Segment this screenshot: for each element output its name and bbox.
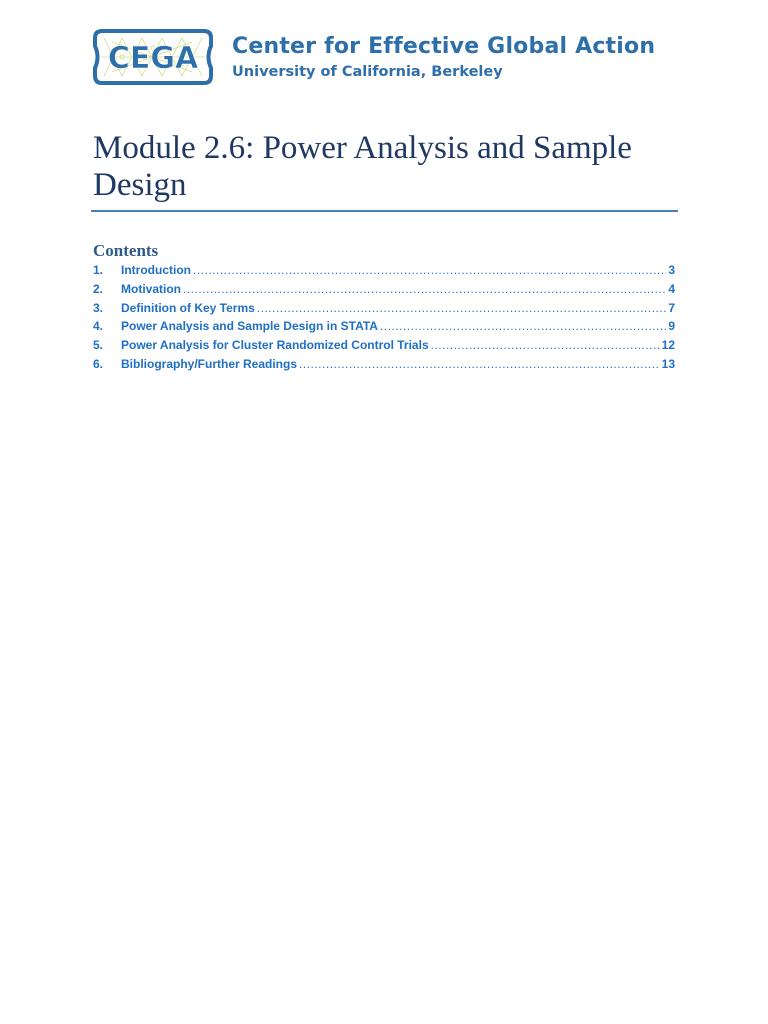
toc-item-motivation[interactable] <box>93 282 675 301</box>
toc-label: Motivation <box>121 281 181 296</box>
cega-logo <box>92 28 214 86</box>
toc-label: Definition of Key Terms <box>121 300 255 315</box>
toc-label: Bibliography/Further Readings <box>121 356 298 371</box>
table-of-contents <box>93 263 675 376</box>
toc-dot-leader <box>431 338 660 352</box>
toc-page-number: 4 <box>668 281 675 296</box>
toc-label: Power Analysis for Cluster Randomized Control Trials <box>121 338 429 353</box>
header <box>92 28 692 88</box>
toc-page-number: 7 <box>668 300 675 315</box>
toc-item-cluster-rct[interactable] <box>93 338 675 357</box>
toc-number: 4. <box>93 319 104 334</box>
toc-number: 5. <box>93 338 104 353</box>
toc-dot-leader <box>299 357 660 371</box>
toc-label: Introduction <box>121 263 191 277</box>
title-divider <box>91 210 678 212</box>
logo-text: CEGA <box>107 41 199 76</box>
toc-number: 2. <box>93 281 104 296</box>
toc-dot-leader <box>193 263 666 277</box>
toc-item-bibliography[interactable] <box>93 357 675 376</box>
document-title: Module 2.6: Power Analysis and Sample Design <box>93 130 632 203</box>
toc-page-number: 12 <box>661 338 675 353</box>
org-name: Center for Effective Global Action <box>232 34 656 59</box>
toc-label: Power Analysis and Sample Design in STATA <box>121 319 378 334</box>
contents-heading: Contents <box>93 241 159 260</box>
toc-page-number: 13 <box>661 356 675 371</box>
org-subtitle: University of California, Berkeley <box>232 64 503 80</box>
toc-item-definition-of-key-terms[interactable] <box>93 301 675 320</box>
toc-item-power-analysis-stata[interactable] <box>93 319 675 338</box>
toc-number: 1. <box>93 263 104 277</box>
toc-page-number: 3 <box>668 263 675 277</box>
toc-item-introduction[interactable] <box>93 263 675 282</box>
toc-page-number: 9 <box>668 319 675 334</box>
toc-number: 3. <box>93 300 104 315</box>
toc-number: 6. <box>93 356 104 371</box>
toc-dot-leader <box>380 319 666 333</box>
toc-dot-leader <box>257 301 667 315</box>
toc-dot-leader <box>183 282 666 296</box>
